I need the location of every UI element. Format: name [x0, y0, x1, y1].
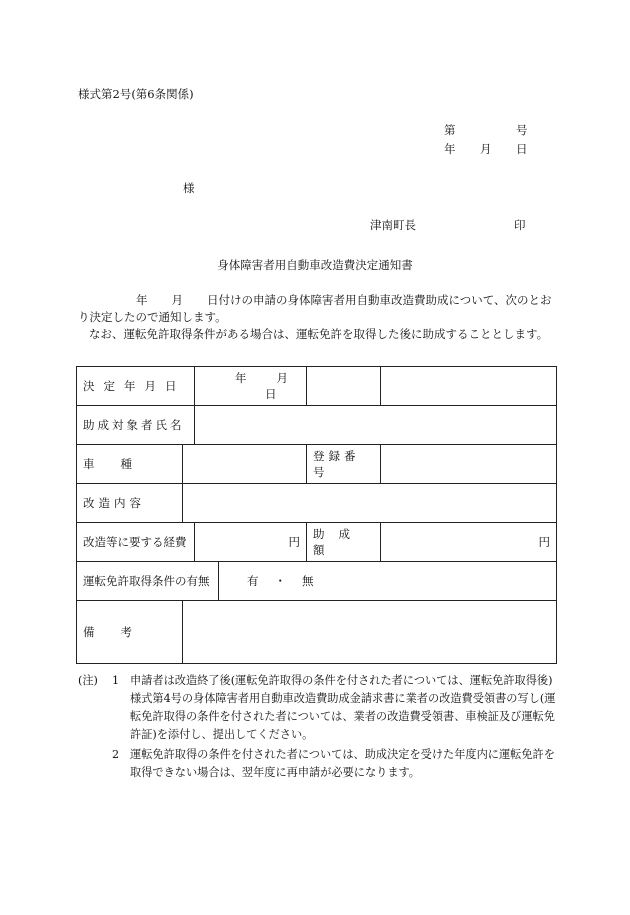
notice-paragraph-1 — [78, 292, 558, 326]
modification-value — [183, 484, 557, 523]
cost-yen: 円 — [288, 535, 301, 549]
applicant-name-value — [195, 406, 557, 445]
applicant-name-label: 助成対象者氏名 — [77, 406, 195, 445]
note-2-text: 運転免許取得の条件を付された者については、助成決定を受けた年度内に運転免許を取得できない場合は、翌年度に再申請が必要になります。 — [130, 748, 555, 779]
notice-paragraph-2 — [78, 326, 558, 343]
decision-day: 日 — [265, 387, 277, 401]
number-prefix: 第 — [444, 123, 456, 137]
document-title: 身体障害者用自動車改造費決定通知書 — [217, 258, 413, 272]
decision-table — [76, 366, 557, 664]
number-suffix: 号 — [516, 123, 528, 137]
registration-no-value — [381, 445, 557, 484]
option-yes: 有 — [247, 574, 259, 588]
grant-value — [381, 523, 557, 562]
license-condition-value — [219, 562, 557, 601]
remarks-label: 備考 — [77, 601, 183, 664]
vehicle-type-value — [183, 445, 307, 484]
vehicle-type-label: 車種 — [77, 445, 183, 484]
issue-year: 年 — [444, 142, 456, 156]
issue-day: 日 — [516, 142, 528, 156]
option-no: 無 — [302, 574, 314, 588]
registration-no-label: 登録番号 — [307, 445, 381, 484]
note-2 — [78, 746, 558, 782]
form-number: 様式第2号(第6条関係) — [78, 87, 194, 101]
decision-year: 年 — [235, 371, 247, 385]
decision-date-label: 決定年月日 — [77, 367, 195, 406]
recipient-suffix: 様 — [183, 181, 195, 195]
cost-label: 改造等に要する経費 — [77, 523, 195, 562]
decision-date-value — [195, 367, 307, 406]
remarks-value — [183, 601, 557, 664]
issuer-name: 津南町長 — [370, 218, 416, 232]
decision-month: 月 — [276, 371, 288, 385]
note-1-number: 1 — [112, 674, 120, 687]
notes-label: (注) — [78, 674, 98, 687]
body-text-1: 日付けの申請の身体障害者用自動車改造費助成について、次のとおり決定したので通知します。 — [78, 293, 552, 324]
decision-blank-2 — [381, 367, 557, 406]
issue-month: 月 — [480, 142, 492, 156]
body-year: 年 — [136, 293, 148, 307]
license-condition-label: 運転免許取得条件の有無 — [77, 562, 219, 601]
note-1 — [78, 672, 558, 744]
grant-label: 助成額 — [307, 523, 381, 562]
note-1-text: 申請者は改造終了後(運転免許取得の条件を付された者については、運転免許取得後)様式第4号の身体障害者用自動車改造費助成金請求書に業者の改造費受領書の写し(運転免許取得の条件を付された者については、業者の改造費受領書、車検証及び運転免許証)を添付し、提出してください。 — [130, 674, 556, 741]
option-separator: ・ — [274, 574, 286, 588]
note-2-number: 2 — [112, 748, 120, 761]
seal-mark: 印 — [514, 218, 526, 232]
body-text-2: なお、運転免許取得条件がある場合は、運転免許を取得した後に助成することとします。 — [89, 327, 549, 341]
cost-value — [195, 523, 307, 562]
modification-label: 改造内容 — [77, 484, 183, 523]
notes-section — [78, 672, 558, 784]
grant-yen: 円 — [538, 535, 551, 549]
notice-body — [78, 292, 558, 343]
body-month: 月 — [171, 293, 183, 307]
decision-blank-1 — [307, 367, 381, 406]
